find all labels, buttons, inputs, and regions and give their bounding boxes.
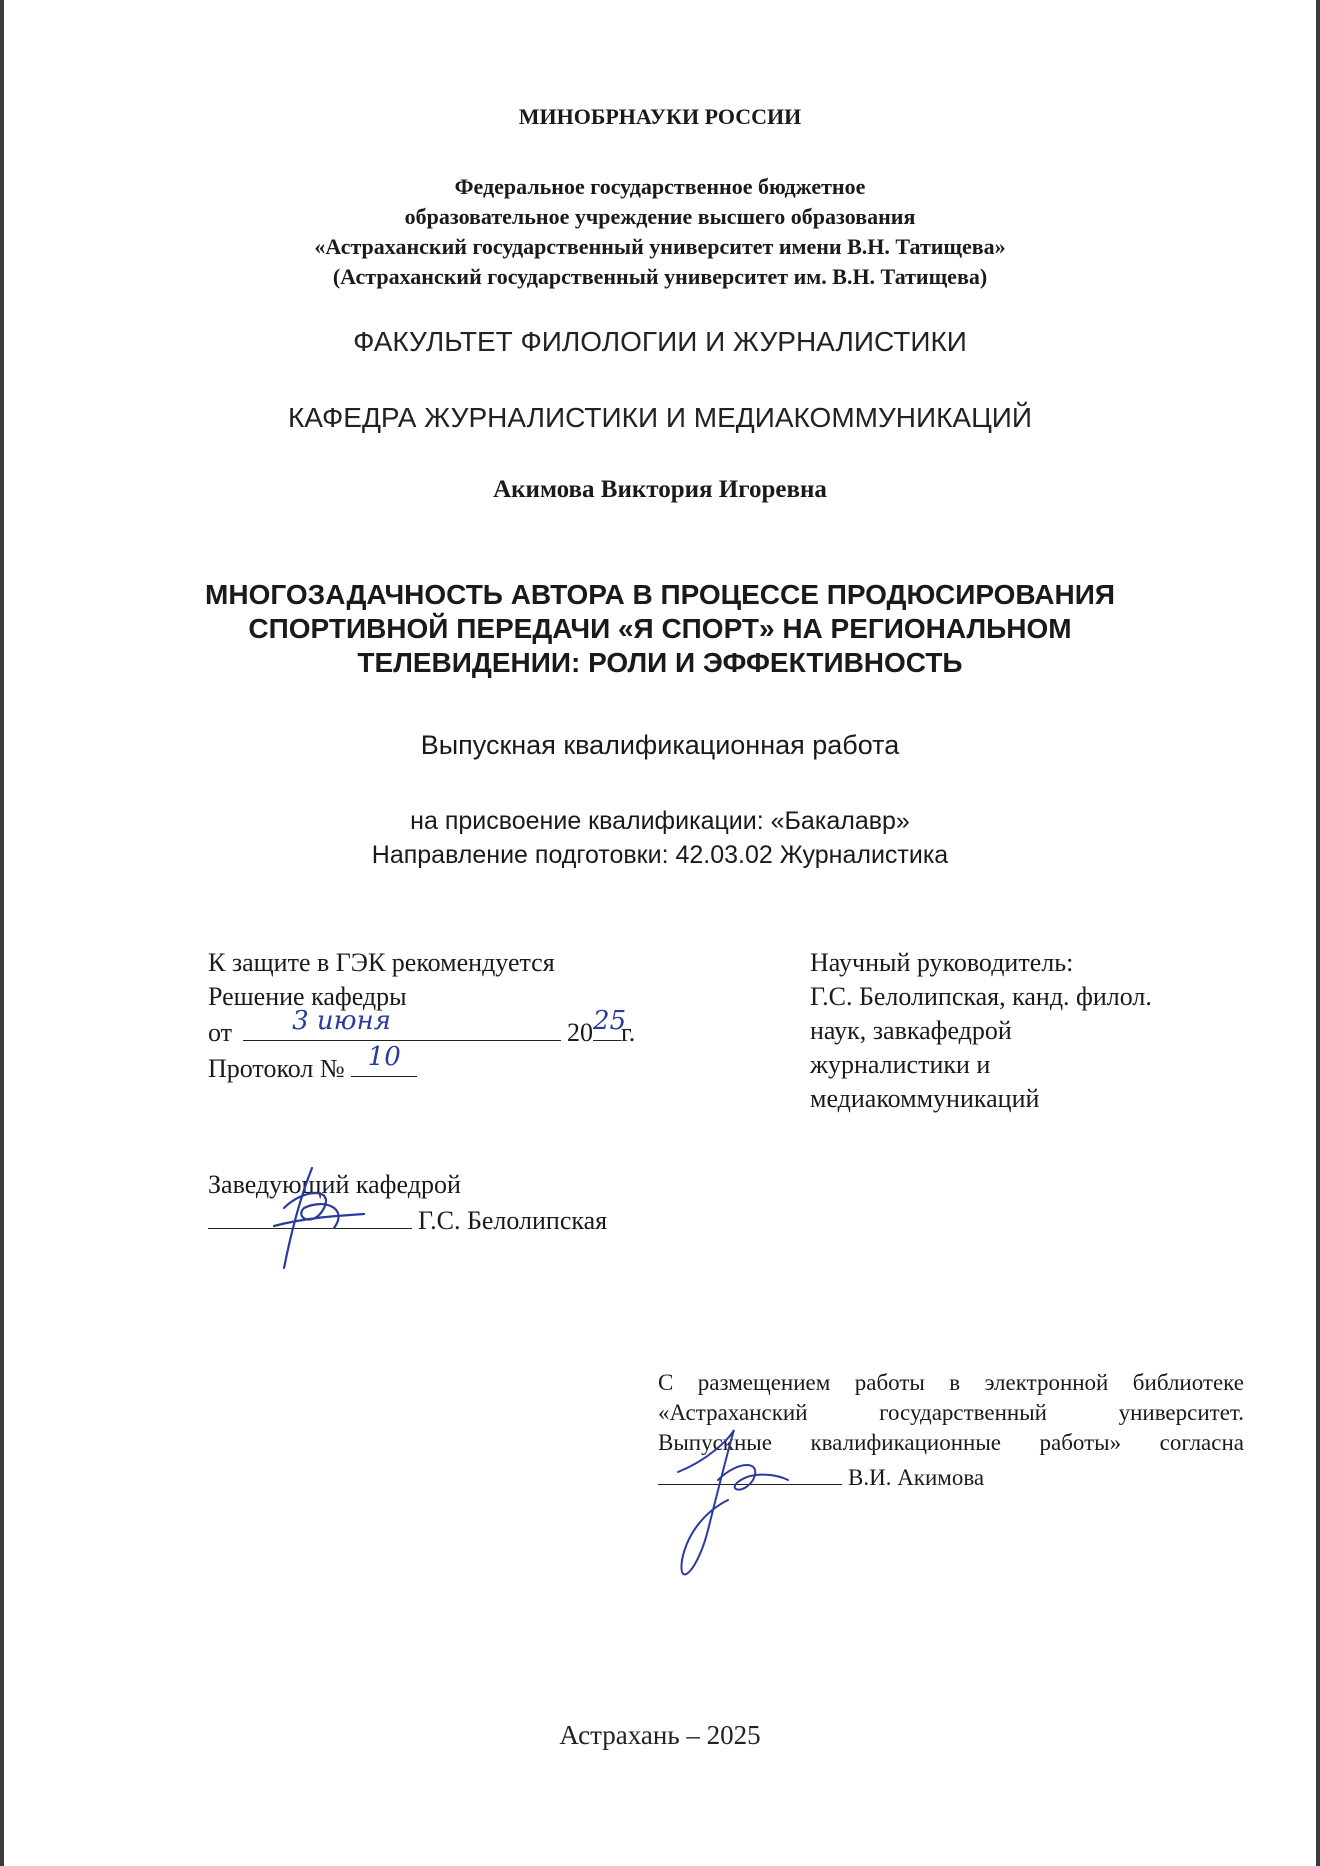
- supervisor-line: журналистики и: [810, 1050, 991, 1079]
- title-line: МНОГОЗАДАЧНОСТЬ АВТОРА В ПРОЦЕССЕ ПРОДЮСИРОВАНИЯ: [205, 579, 1115, 610]
- faculty-heading: ФАКУЛЬТЕТ ФИЛОЛОГИИ И ЖУРНАЛИСТИКИ: [353, 326, 967, 357]
- handwritten-year: 25: [593, 1006, 627, 1036]
- year-prefix: 20: [567, 1018, 594, 1047]
- consent-block: [658, 1368, 1244, 1493]
- consent-signature-row: [658, 1458, 1244, 1493]
- department-heading: КАФЕДРА ЖУРНАЛИСТИКИ И МЕДИАКОММУНИКАЦИЙ: [287, 402, 1033, 433]
- thesis-title: [4, 578, 1316, 680]
- consent-name: В.И. Акимова: [848, 1465, 985, 1490]
- head-label: Заведующий кафедрой: [208, 1170, 461, 1199]
- head-name: Г.С. Белолипская: [418, 1206, 608, 1235]
- ministry-heading: МИНОБРНАУКИ РОССИИ: [518, 104, 802, 129]
- institution-line: «Астраханский государственный университет имени В.Н. Татищева»: [314, 234, 1006, 259]
- protocol-line: [351, 1042, 417, 1077]
- direction: Направление подготовки: 42.03.02 Журналистика: [371, 841, 949, 869]
- handwritten-protocol: 10: [367, 1042, 401, 1072]
- qualification: на присвоение квалификации: «Бакалавр»: [410, 807, 910, 835]
- title-line: ТЕЛЕВИДЕНИИ: РОЛИ И ЭФФЕКТИВНОСТЬ: [357, 647, 963, 678]
- defense-decision: Решение кафедры: [208, 982, 407, 1011]
- city-year: Астрахань – 2025: [559, 1720, 761, 1750]
- date-line: [243, 1006, 561, 1041]
- document-page: [4, 0, 1316, 1866]
- defense-recommended: К защите в ГЭК рекомендуется: [208, 948, 555, 977]
- title-line: СПОРТИВНОЙ ПЕРЕДАЧИ «Я СПОРТ» НА РЕГИОНАЛЬНОМ: [248, 613, 1072, 644]
- consent-line: «Астраханский государственный университет.: [658, 1400, 1244, 1425]
- institution-block: [4, 172, 1316, 292]
- author-name: Акимова Виктория Игоревна: [493, 476, 827, 503]
- head-signature-row: [208, 1202, 607, 1238]
- supervisor-line: Г.С. Белолипская, канд. филол.: [810, 982, 1152, 1011]
- supervisor-label: Научный руководитель:: [810, 948, 1074, 977]
- institution-line: Федеральное государственное бюджетное: [454, 174, 866, 199]
- qualification-block: [4, 804, 1316, 872]
- institution-line: (Астраханский государственный университет им. В.Н. Татищева): [332, 264, 988, 289]
- signature-line: [208, 1202, 412, 1229]
- consent-line: Выпускные квалификационные работы» согласна: [658, 1430, 1244, 1455]
- supervisor-line: наук, завкафедрой: [810, 1016, 1012, 1045]
- defense-date-row: [208, 1006, 636, 1050]
- head-of-department-block: [208, 1168, 607, 1238]
- protocol-row: [208, 1042, 635, 1086]
- work-type: Выпускная квалификационная работа: [420, 730, 900, 760]
- consent-signature-line: [658, 1458, 842, 1485]
- protocol-label: Протокол №: [208, 1054, 345, 1083]
- year-suffix: г.: [621, 1018, 636, 1047]
- institution-line: образовательное учреждение высшего образования: [404, 204, 916, 229]
- from-label: от: [208, 1018, 233, 1047]
- consent-line: С размещением работы в электронной библиотеке: [658, 1370, 1244, 1395]
- supervisor-line: медиакоммуникаций: [810, 1084, 1040, 1113]
- handwritten-date: 3 июня: [292, 1006, 391, 1036]
- defense-block: [208, 946, 635, 1086]
- year-line: [593, 1006, 627, 1041]
- supervisor-block: [810, 946, 1152, 1116]
